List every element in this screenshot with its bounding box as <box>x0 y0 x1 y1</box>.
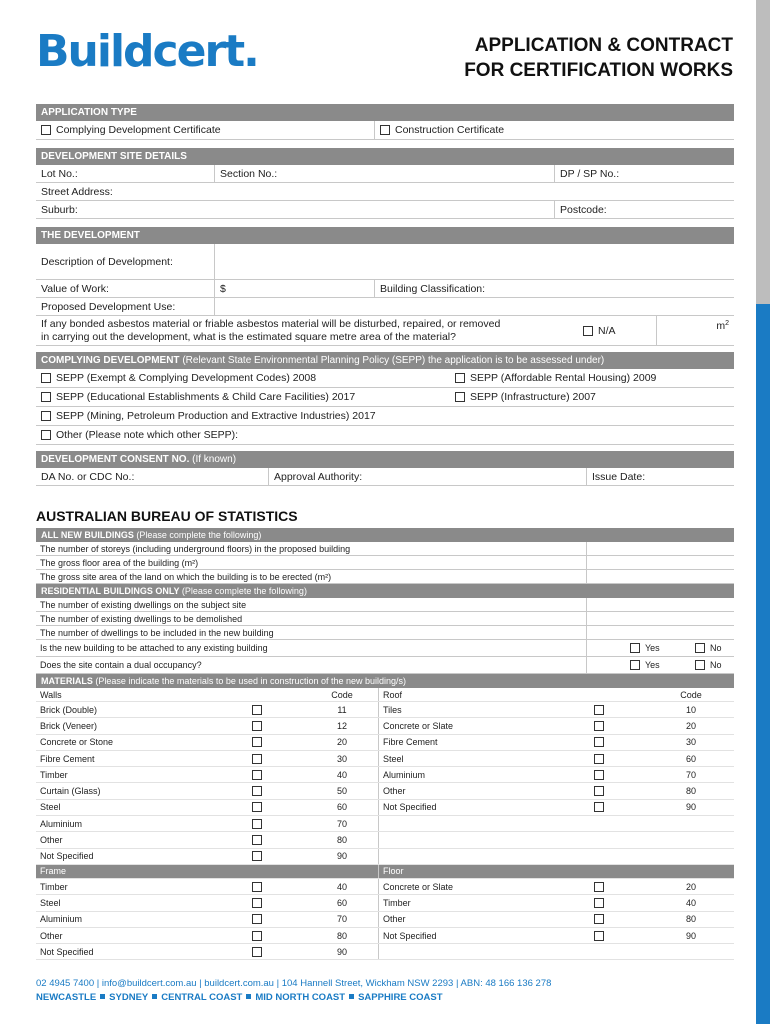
location-2: CENTRAL COAST <box>161 992 243 1003</box>
material-label: Brick (Double) <box>40 704 98 715</box>
sepp-exempt-checkbox[interactable] <box>41 373 51 383</box>
material-checkbox[interactable] <box>578 767 648 782</box>
material-code: 90 <box>685 930 696 941</box>
material-code: 10 <box>685 704 696 715</box>
material-code: 80 <box>685 914 696 925</box>
storeys-question: The number of storeys (including underground floors) in the proposed building <box>40 543 351 554</box>
material-checkbox[interactable] <box>578 718 648 733</box>
asbestos-na-checkbox[interactable] <box>583 326 593 336</box>
storeys-field[interactable] <box>586 542 734 555</box>
walls-roof-row <box>36 849 734 865</box>
attached-no-checkbox[interactable] <box>695 643 705 653</box>
use-field[interactable] <box>214 298 734 315</box>
application-form <box>36 104 734 960</box>
material-label: Concrete or Slate <box>378 879 578 894</box>
postcode-field[interactable]: Postcode: <box>554 201 734 218</box>
material-label <box>378 832 578 847</box>
authority-field[interactable]: Approval Authority: <box>268 468 586 485</box>
existing-dwellings-field[interactable] <box>586 598 734 611</box>
frame-floor-row <box>36 928 734 944</box>
material-label: Not Specified <box>378 800 578 815</box>
material-label: Other <box>40 930 63 941</box>
description-label: Description of Development: <box>41 255 173 268</box>
material-code: 40 <box>336 769 347 780</box>
frame-heading: Frame <box>40 866 67 877</box>
checkbox[interactable] <box>252 898 262 908</box>
material-checkbox[interactable] <box>236 816 306 831</box>
walls-roof-row <box>36 767 734 783</box>
sepp-infrastructure-checkbox[interactable] <box>455 392 465 402</box>
separator-square <box>100 994 105 999</box>
material-code: 80 <box>336 930 347 941</box>
material-code: 40 <box>336 881 347 892</box>
separator-square <box>246 994 251 999</box>
dual-no-checkbox[interactable] <box>695 660 705 670</box>
checkbox[interactable] <box>594 931 604 941</box>
material-checkbox[interactable] <box>236 912 306 927</box>
material-checkbox[interactable] <box>578 702 648 717</box>
title-line-2: FOR CERTIFICATION WORKS <box>464 60 733 81</box>
material-checkbox[interactable] <box>236 702 306 717</box>
material-label: Not Specified <box>40 946 94 957</box>
materials-heading: MATERIALS (Please indicate the materials to be used in construction of the new building/s) <box>36 674 734 688</box>
checkbox[interactable] <box>594 754 604 764</box>
material-label: Concrete or Slate <box>378 718 578 733</box>
walls-roof-row <box>36 783 734 799</box>
material-label: Fibre Cement <box>40 753 95 764</box>
material-code: 80 <box>336 835 347 846</box>
floor-area-field[interactable] <box>586 556 734 569</box>
checkbox[interactable] <box>252 819 262 829</box>
material-checkbox[interactable] <box>236 832 306 847</box>
material-checkbox[interactable] <box>236 944 306 959</box>
checkbox[interactable] <box>252 754 262 764</box>
classification-field[interactable]: Building Classification: <box>374 280 734 297</box>
material-label: Aluminium <box>40 818 83 829</box>
material-code: 70 <box>685 769 696 780</box>
walls-roof-row <box>36 702 734 718</box>
material-checkbox <box>578 832 648 847</box>
material-code: 60 <box>336 802 347 813</box>
material-label: Other <box>378 783 578 798</box>
material-code: 20 <box>685 881 696 892</box>
checkbox[interactable] <box>252 914 262 924</box>
material-code: 20 <box>685 720 696 731</box>
asbestos-na-option[interactable]: N/A <box>578 316 656 345</box>
sepp-infrastructure-option[interactable]: SEPP (Infrastructure) 2007 <box>450 388 734 406</box>
consent-heading: DEVELOPMENT CONSENT NO. (If known) <box>36 451 734 468</box>
floor-area-question: The gross floor area of the building (m²) <box>40 557 199 568</box>
sepp-education-option[interactable]: SEPP (Educational Establishments & Child Care Facilities) 2017 <box>36 388 450 406</box>
frame-floor-row <box>36 879 734 895</box>
location-4: SAPPHIRE COAST <box>358 992 443 1003</box>
location-0: NEWCASTLE <box>36 992 97 1003</box>
walls-roof-table <box>36 702 734 865</box>
material-code: 80 <box>685 786 696 797</box>
checkbox[interactable] <box>252 786 262 796</box>
material-label: Other <box>40 835 63 846</box>
attached-yes-checkbox[interactable] <box>630 643 640 653</box>
material-checkbox[interactable] <box>236 879 306 894</box>
material-code: 70 <box>336 914 347 925</box>
material-label: Steel <box>378 751 578 766</box>
description-field[interactable] <box>214 244 734 279</box>
material-code: 60 <box>685 753 696 764</box>
walls-heading: Walls <box>40 689 62 700</box>
frame-floor-table <box>36 879 734 960</box>
suburb-field[interactable]: Suburb: <box>41 203 78 216</box>
material-label: Not Specified <box>378 928 578 943</box>
checkbox[interactable] <box>594 914 604 924</box>
residential-heading: RESIDENTIAL BUILDINGS ONLY (Please complete the following) <box>36 584 734 598</box>
walls-roof-row <box>36 816 734 832</box>
floor-heading: Floor <box>378 865 578 878</box>
footer-contact: 02 4945 7400 | info@buildcert.com.au | buildcert.com.au | 104 Hannell Street, Wickham NSW 2293 | ABN: 48 166 136 278 <box>36 978 552 989</box>
material-label <box>378 849 578 864</box>
material-label: Not Specified <box>40 851 94 862</box>
page-title <box>464 33 733 83</box>
material-label: Aluminium <box>378 767 578 782</box>
street-field[interactable]: Street Address: <box>41 185 113 198</box>
roof-heading: Roof <box>378 688 578 701</box>
material-checkbox[interactable] <box>578 735 648 750</box>
section-field[interactable]: Section No.: <box>214 165 554 182</box>
cc-option[interactable]: Construction Certificate <box>374 121 734 139</box>
material-checkbox[interactable] <box>578 912 648 927</box>
checkbox[interactable] <box>594 786 604 796</box>
material-checkbox[interactable] <box>578 879 648 894</box>
asbestos-area-field[interactable]: m $^2$ <box>656 316 734 345</box>
new-buildings-heading: ALL NEW BUILDINGS (Please complete the following) <box>36 528 734 542</box>
material-label <box>378 944 578 959</box>
frame-floor-row <box>36 895 734 911</box>
da-field[interactable]: DA No. or CDC No.: <box>41 470 135 483</box>
material-code <box>648 849 734 864</box>
buildcert-logo: Buildcert. <box>36 26 258 77</box>
checkbox[interactable] <box>594 705 604 715</box>
cc-checkbox[interactable] <box>380 125 390 135</box>
material-code: 90 <box>336 946 347 957</box>
dual-occupancy-question: Does the site contain a dual occupancy? <box>40 660 202 670</box>
material-label <box>378 816 578 831</box>
material-label: Steel <box>40 802 61 813</box>
material-label: Tiles <box>378 702 578 717</box>
material-checkbox[interactable] <box>236 735 306 750</box>
material-code: 40 <box>685 897 696 908</box>
separator-square <box>349 994 354 999</box>
material-label: Aluminium <box>40 914 83 925</box>
checkbox[interactable] <box>252 737 262 747</box>
material-checkbox[interactable] <box>236 751 306 766</box>
material-checkbox[interactable] <box>578 928 648 943</box>
checkbox[interactable] <box>252 770 262 780</box>
separator-square <box>152 994 157 999</box>
attached-options: Yes No <box>586 640 734 656</box>
material-label: Other <box>378 912 578 927</box>
material-label: Brick (Veneer) <box>40 720 98 731</box>
site-details-heading: DEVELOPMENT SITE DETAILS <box>36 148 734 165</box>
sepp-rental-option[interactable]: SEPP (Affordable Rental Housing) 2009 <box>450 369 734 387</box>
material-code: 20 <box>336 737 347 748</box>
walls-roof-row <box>36 718 734 734</box>
footer <box>36 977 551 1005</box>
attached-question: Is the new building to be attached to any existing building <box>40 643 268 653</box>
application-type-heading: APPLICATION TYPE <box>36 104 734 121</box>
title-line-1: APPLICATION & CONTRACT <box>474 35 733 56</box>
lot-field[interactable]: Lot No.: <box>41 167 78 180</box>
material-code: 30 <box>685 737 696 748</box>
material-checkbox <box>578 816 648 831</box>
demolished-dwellings-question: The number of existing dwellings to be demolished <box>40 613 243 624</box>
use-label: Proposed Development Use: <box>41 300 176 313</box>
material-checkbox[interactable] <box>236 783 306 798</box>
material-label: Concrete or Stone <box>40 737 114 748</box>
material-checkbox[interactable] <box>578 895 648 910</box>
checkbox[interactable] <box>594 898 604 908</box>
dual-occupancy-options: Yes No <box>586 657 734 673</box>
asbestos-question: If any bonded asbestos material or friable asbestos material will be disturbed, repaired, or removed in carrying out the development, what is the estimated square metre area of the material? <box>41 317 501 343</box>
location-3: MID NORTH COAST <box>255 992 346 1003</box>
side-accent-grey <box>756 0 770 304</box>
frame-floor-row <box>36 944 734 960</box>
checkbox[interactable] <box>252 947 262 957</box>
material-code: 11 <box>337 704 347 715</box>
sepp-education-checkbox[interactable] <box>41 392 51 402</box>
material-code <box>648 832 734 847</box>
material-checkbox[interactable] <box>236 928 306 943</box>
walls-roof-row <box>36 751 734 767</box>
new-dwellings-field[interactable] <box>586 626 734 639</box>
material-label: Timber <box>40 769 68 780</box>
abs-heading: AUSTRALIAN BUREAU OF STATISTICS <box>36 508 298 524</box>
walls-roof-row <box>36 800 734 816</box>
site-area-question: The gross site area of the land on which the building is to be erected (m²) <box>40 571 332 582</box>
material-label: Steel <box>40 897 61 908</box>
material-code: 50 <box>336 786 347 797</box>
material-label: Timber <box>378 895 578 910</box>
checkbox[interactable] <box>594 721 604 731</box>
material-label: Curtain (Glass) <box>40 786 101 797</box>
material-checkbox[interactable] <box>236 800 306 815</box>
sepp-rental-checkbox[interactable] <box>455 373 465 383</box>
checkbox[interactable] <box>594 882 604 892</box>
roof-code-heading: Code <box>680 689 702 700</box>
material-checkbox[interactable] <box>236 718 306 733</box>
existing-dwellings-question: The number of existing dwellings on the subject site <box>40 599 247 610</box>
material-code <box>648 816 734 831</box>
material-checkbox[interactable] <box>578 751 648 766</box>
sepp-mining-checkbox[interactable] <box>41 411 51 421</box>
dual-yes-checkbox[interactable] <box>630 660 640 670</box>
checkbox[interactable] <box>252 851 262 861</box>
checkbox[interactable] <box>252 931 262 941</box>
checkbox[interactable] <box>594 737 604 747</box>
checkbox[interactable] <box>594 802 604 812</box>
cdc-checkbox[interactable] <box>41 125 51 135</box>
material-code: 60 <box>336 897 347 908</box>
side-accent-blue <box>756 304 770 1024</box>
sepp-exempt-option[interactable]: SEPP (Exempt & Complying Development Codes) 2008 <box>36 369 450 387</box>
development-heading: THE DEVELOPMENT <box>36 227 734 244</box>
walls-code-heading: Code <box>331 689 353 700</box>
material-checkbox[interactable] <box>578 800 648 815</box>
material-checkbox <box>578 849 648 864</box>
new-dwellings-question: The number of dwellings to be included in the new building <box>40 627 274 638</box>
material-checkbox[interactable] <box>578 783 648 798</box>
value-field[interactable]: $ <box>214 280 374 297</box>
dp-field[interactable]: DP / SP No.: <box>554 165 734 182</box>
checkbox[interactable] <box>252 705 262 715</box>
walls-roof-row <box>36 832 734 848</box>
material-label: Fibre Cement <box>378 735 578 750</box>
site-area-field[interactable] <box>586 570 734 583</box>
frame-floor-row <box>36 912 734 928</box>
checkbox[interactable] <box>252 721 262 731</box>
demolished-dwellings-field[interactable] <box>586 612 734 625</box>
material-checkbox[interactable] <box>236 895 306 910</box>
checkbox[interactable] <box>252 835 262 845</box>
issue-date-field[interactable]: Issue Date: <box>586 468 734 485</box>
material-checkbox[interactable] <box>236 767 306 782</box>
checkbox[interactable] <box>252 802 262 812</box>
complying-heading: COMPLYING DEVELOPMENT (Relevant State Environmental Planning Policy (SEPP) the application is to be assessed under) <box>36 352 734 369</box>
sepp-mining-option[interactable]: SEPP (Mining, Petroleum Production and Extractive Industries) 2017 <box>36 407 734 425</box>
footer-locations <box>36 991 551 1005</box>
material-checkbox[interactable] <box>236 849 306 864</box>
material-code: 12 <box>336 720 347 731</box>
material-code: 30 <box>336 753 347 764</box>
material-checkbox <box>578 944 648 959</box>
walls-roof-row <box>36 735 734 751</box>
sepp-other-checkbox[interactable] <box>41 430 51 440</box>
location-1: SYDNEY <box>109 992 149 1003</box>
sepp-other-option[interactable]: Other (Please note which other SEPP): <box>36 426 734 444</box>
value-label: Value of Work: <box>41 282 109 295</box>
checkbox[interactable] <box>594 770 604 780</box>
checkbox[interactable] <box>252 882 262 892</box>
material-code: 90 <box>336 851 347 862</box>
cdc-option[interactable]: Complying Development Certificate <box>36 121 374 139</box>
material-code <box>648 944 734 959</box>
material-code: 70 <box>336 818 347 829</box>
material-label: Timber <box>40 881 68 892</box>
material-code: 90 <box>685 802 696 813</box>
